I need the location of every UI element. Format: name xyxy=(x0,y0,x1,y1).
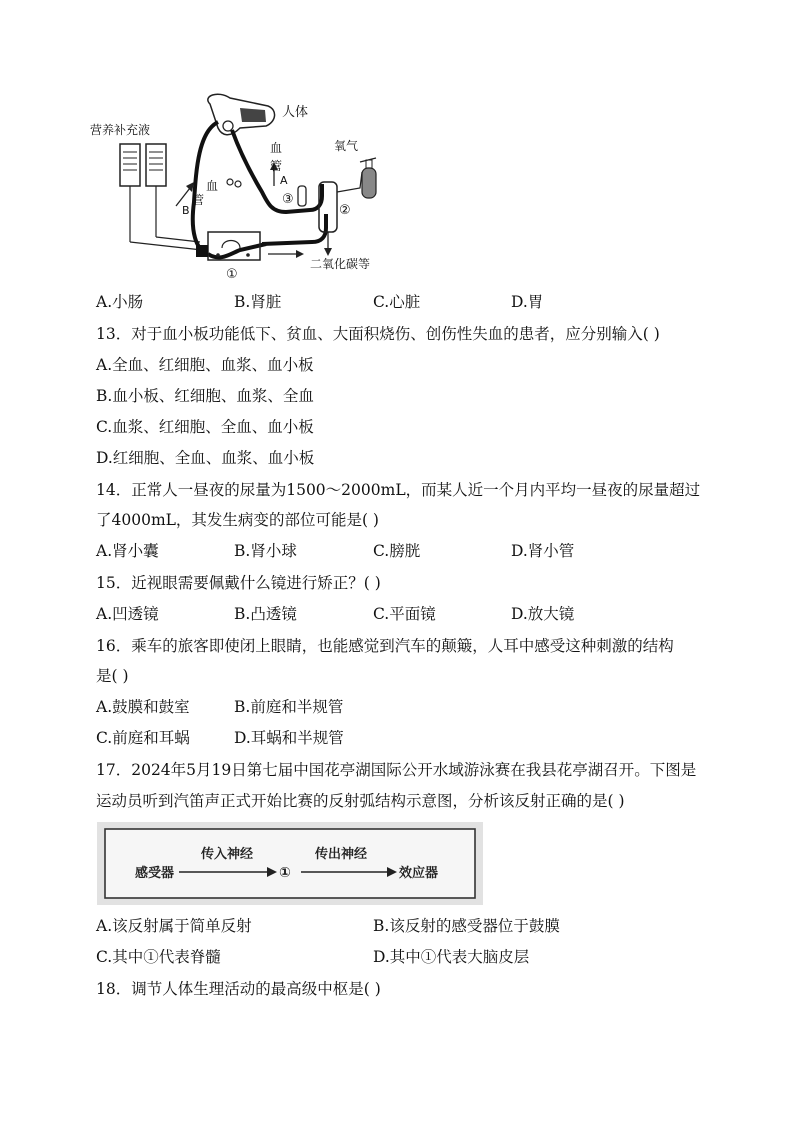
q14-stem-line-2: 了4000mL，其发生病变的部位可能是( ) xyxy=(96,511,379,529)
q17-option-a: A.该反射属于简单反射 xyxy=(96,917,252,935)
q17-option-b: B.该反射的感受器位于鼓膜 xyxy=(373,917,560,935)
label-3: ③ xyxy=(282,192,294,207)
q17-option-d: D.其中①代表大脑皮层 xyxy=(373,948,530,966)
label-body: 人体 xyxy=(282,105,309,120)
q16-option-c: C.前庭和耳蜗 xyxy=(96,729,190,747)
q16-option-b: B.前庭和半规管 xyxy=(234,698,344,716)
q15-stem: 15．近视眼需要佩戴什么镜进行矫正？( ) xyxy=(96,574,381,592)
q12-option-b: B.肾脏 xyxy=(234,293,282,311)
q14-option-b: B.肾小球 xyxy=(234,542,297,560)
q14-option-c: C.膀胱 xyxy=(373,542,421,560)
label-2: ② xyxy=(339,203,351,218)
artificial-circulation-diagram xyxy=(90,92,400,284)
q17-stem-line-1: 17．2024年5月19日第七届中国花亭湖国际公开水域游泳赛在我县花亭湖召开。下图是 xyxy=(96,761,697,779)
q12-option-a: A.小肠 xyxy=(96,293,144,311)
q14-stem-line-1: 14．正常人一昼夜的尿量为1500～2000mL，而某人近一个月内平均一昼夜的尿量超过 xyxy=(96,481,701,499)
q16-option-d: D.耳蜗和半规管 xyxy=(234,729,344,747)
q16-stem-line-1: 16．乘车的旅客即使闭上眼睛，也能感觉到汽车的颠簸，人耳中感受这种刺激的结构 xyxy=(96,637,674,655)
q13-option-b: B.血小板、红细胞、血浆、全血 xyxy=(96,387,314,405)
q13-stem: 13．对于血小板功能低下、贫血、大面积烧伤、创伤性失血的患者，应分别输入( ) xyxy=(96,325,660,343)
q16-stem-line-2: 是( ) xyxy=(96,667,129,685)
q18-stem: 18．调节人体生理活动的最高级中枢是( ) xyxy=(96,980,381,998)
label-vessel-a-1: 血 xyxy=(270,141,283,155)
label-vessel-a-2: 管 xyxy=(270,159,283,173)
label-1: ① xyxy=(226,267,238,282)
q15-option-a: A.凹透镜 xyxy=(96,605,159,623)
label-co2: 二氧化碳等 xyxy=(310,257,371,271)
q12-option-c: C.心脏 xyxy=(373,293,421,311)
label-vessel-b-2: 管 xyxy=(192,193,205,207)
effector-label: 效应器 xyxy=(399,866,439,881)
label-nutrient: 营养补充液 xyxy=(90,123,151,137)
q13-option-a: A.全血、红细胞、血浆、血小板 xyxy=(96,356,314,374)
q15-option-d: D.放大镜 xyxy=(511,605,575,623)
center-label: ① xyxy=(279,865,291,881)
efferent-nerve-label: 传出神经 xyxy=(315,847,368,862)
q12-option-d: D.胃 xyxy=(511,293,544,311)
q16-option-a: A.鼓膜和鼓室 xyxy=(96,698,190,716)
afferent-nerve-label: 传入神经 xyxy=(201,847,254,862)
label-vessel-b-1: 血 xyxy=(206,179,219,193)
receptor-label: 感受器 xyxy=(135,866,175,881)
label-a: A xyxy=(280,174,288,187)
q17-option-c: C.其中①代表脊髓 xyxy=(96,948,221,966)
label-oxygen: 氧气 xyxy=(334,139,359,153)
q17-stem-line-2: 运动员听到汽笛声正式开始比赛的反射弧结构示意图，分析该反射正确的是( ) xyxy=(96,792,625,810)
q13-option-c: C.血浆、红细胞、全血、血小板 xyxy=(96,418,314,436)
q14-option-a: A.肾小囊 xyxy=(96,542,159,560)
q13-option-d: D.红细胞、全血、血浆、血小板 xyxy=(96,449,315,467)
q15-option-c: C.平面镜 xyxy=(373,605,436,623)
label-b: B xyxy=(182,204,190,217)
q14-option-d: D.肾小管 xyxy=(511,542,575,560)
q15-option-b: B.凸透镜 xyxy=(234,605,297,623)
reflex-arc-diagram xyxy=(97,822,483,905)
